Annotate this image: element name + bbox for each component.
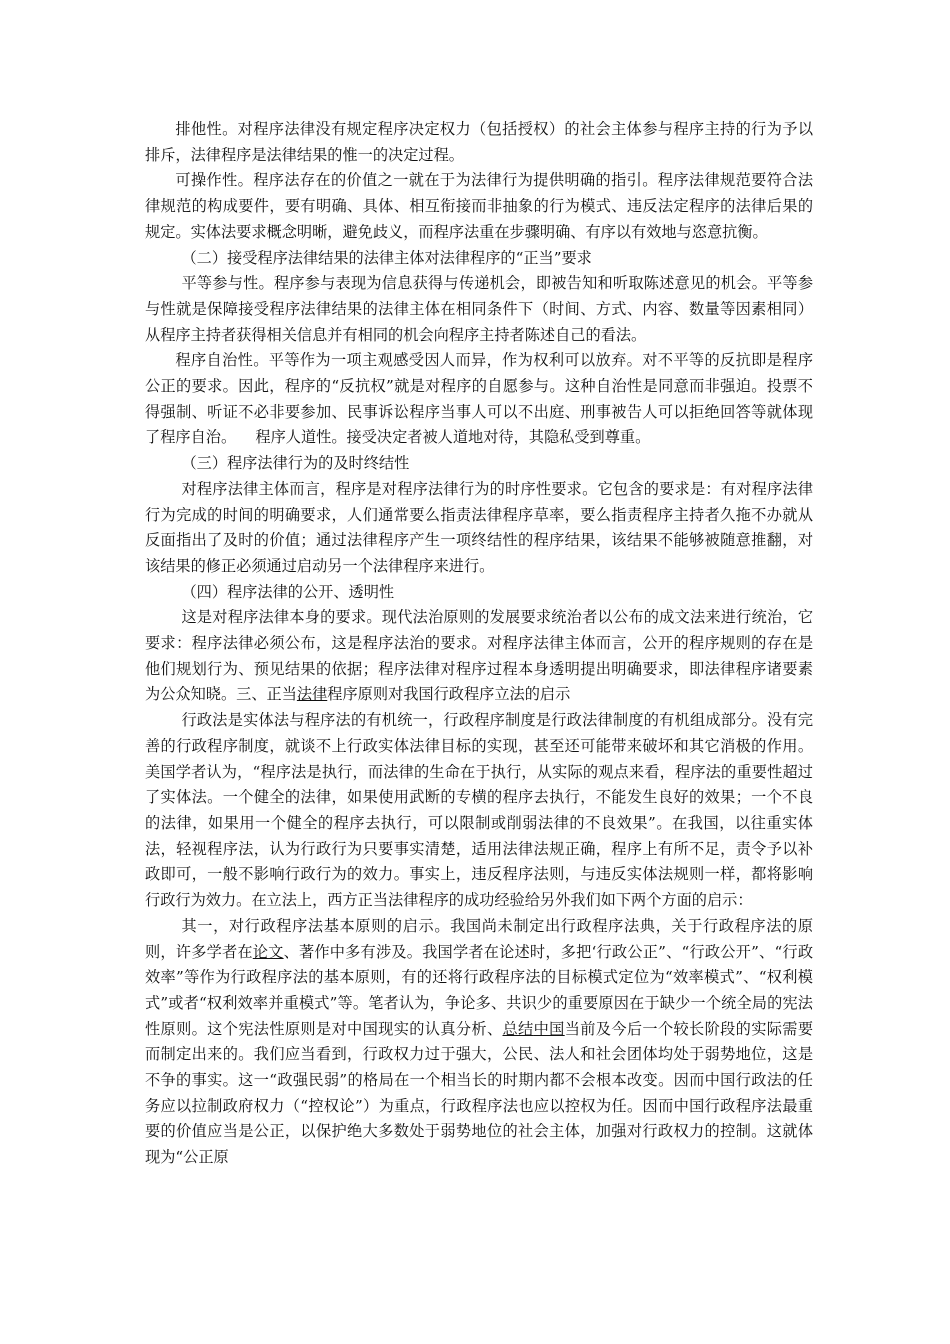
paragraph-first-inspiration: 其一，对行政程序法基本原则的启示。我国尚未制定出行政程序法典，关于行政程序法的原则，许多学者在论文、著作中多有涉及。我国学者在论述时，多把‘行政公正”、“行政公开”、“行政效率”等作为行政程序法的基本原则，有的还将行政程序法的目标模式定位为“效率模式”、“权利模式”或者“权利效率并重模式”等。笔者认为，争论多、共识少的重要原因在于缺少一个统全局的宪法性原则。这个宪法性原则是对中国现实的认真分析、总结中国当前及今后一个较长阶段的实际需要而制定出来的。我们应当看到，行政权力过于强大，公民、法人和社会团体均处于弱势地位，这是不争的事实。这一“政强民弱”的格局在一个相当长的时期内都不会根本改变。因而中国行政法的任务应以拉制政府权力（“控权论”）为重点，行政程序法也应以控权为任。因而中国行政程序法最重要的价值应当是公正，以保护绝大多数处于弱势地位的社会主体，加强对行政权力的控制。这就体现为“公正原 [145, 916, 814, 1167]
inline-link[interactable]: 中国 [533, 1019, 565, 1038]
section-heading-4: （四）程序法律的公开、透明性 [181, 582, 395, 601]
inline-link[interactable]: 法律 [296, 685, 328, 704]
document-body [145, 117, 813, 1171]
paragraph-administrative-law: 行政法是实体法与程序法的有机统一，行政程序制度是行政法律制度的有机组成部分。没有完善的行政程序制度，就谈不上行政实体法律目标的实现，甚至还可能带来破坏和其它消极的作用。美国学者认为，“程序法是执行，而法律的生命在于执行，从实际的观点来看，程序法的重要性超过了实体法。一个健全的法律，如果使用武断的专横的程序去执行，不能发生良好的效果；一个不良的法律，如果用一个健全的程序去执行，可以限制或削弱法律的不良效果”。在我国，以往重实体法，轻视程序法，认为行政行为只要事实清楚，适用法律法规正确，程序上有所不足，责令予以补政即可，一般不影响行政行为的效力。事实上，违反程序法则，与违反实体法规则一样，都将影响行政行为效力。在立法上，西方正当法律程序的成功经验给另外我们如下两个方面的启示： [145, 711, 813, 910]
section-heading-2: （二）接受程序法律结果的法律主体对法律程序的“正当”要求 [181, 248, 592, 267]
paragraph-procedural-autonomy: 程序自治性。平等作为一项主观感受因人而异，作为权利可以放弃。对不平等的反抗即是程序公正的要求。因此，程序的“反抗权”就是对程序的自愿参与。这种自治性是同意而非强迫。投票不得强制、听证不必非要参加、民事诉讼程序当事人可以不出庭、刑事被告人可以拒绝回答等就体现了程序自治。 程序人道性。接受决定者被人道地对待，其隐私受到尊重。 [145, 351, 813, 447]
paragraph-timeliness: 对程序法律主体而言，程序是对程序法律行为的时序性要求。它包含的要求是：有对程序法律行为完成的时间的明确要求，人们通常要么指责法律程序草率，要么指责程序主持者久拖不办就从反面指出了及时的价值；通过法律程序产生一项终结性的程序结果，该结果不能够被随意推翻，对该结果的修正必须通过启动另一个法律程序来进行。 [145, 479, 813, 575]
inline-link[interactable]: 总结 [502, 1019, 534, 1038]
paragraph-exclusivity: 排他性。对程序法律没有规定程序决定权力（包括授权）的社会主体参与程序主持的行为予以排斥，法律程序是法律结果的惟一的决定过程。 [145, 120, 813, 164]
inline-link[interactable]: 论文 [252, 942, 284, 961]
paragraph-openness: 这是对程序法律本身的要求。现代法治原则的发展要求统治者以公布的成文法来进行统治，它要求：程序法律必须公布，这是程序法治的要求。对程序法律主体而言，公开的程序规则的存在是他们规划行为、预见结果的依据；程序法律对程序过程本身透明提出明确要求，即法律程序诸要素为公众知晓。三、正当法律程序原则对我国行政程序立法的启示 [145, 608, 813, 704]
paragraph-equal-participation: 平等参与性。程序参与表现为信息获得与传递机会，即被告知和听取陈述意见的机会。平等参与性就是保障接受程序法律结果的法律主体在相同条件下（时间、方式、内容、数量等因素相同）从程序主持者获得相关信息并有相同的机会向程序主持者陈述自己的看法。 [145, 274, 813, 344]
section-heading-3: （三）程序法律行为的及时终结性 [181, 454, 410, 473]
paragraph-operability: 可操作性。程序法存在的价值之一就在于为法律行为提供明确的指引。程序法律规范要符合法律规范的构成要件，要有明确、具体、相互衔接而非抽象的行为模式、违反法定程序的法律后果的规定。实体法要求概念明晰，避免歧义，而程序法重在步骤明确、有序以有效地与恣意抗衡。 [145, 171, 813, 241]
